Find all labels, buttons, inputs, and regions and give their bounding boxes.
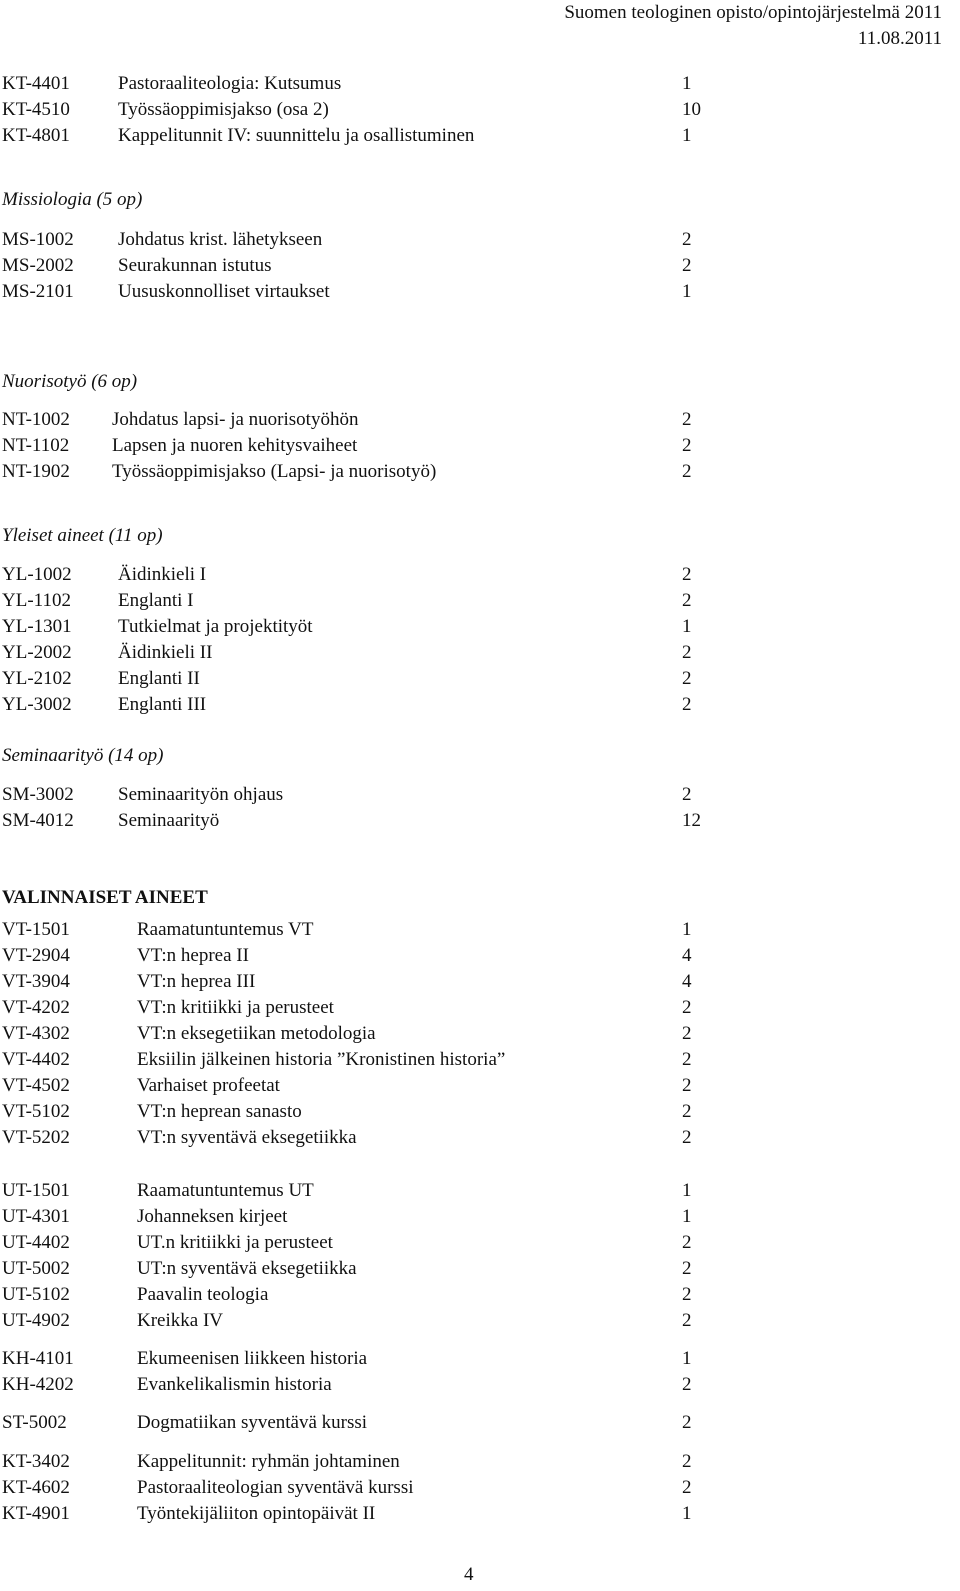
course-credits: 2 (682, 1477, 692, 1498)
course-credits: 2 (682, 1049, 692, 1070)
course-name: Ekumeenisen liikkeen historia (137, 1348, 368, 1369)
course-name: Äidinkieli I (118, 564, 207, 585)
course-credits: 2 (682, 1258, 692, 1279)
course-code: KH-4101 (2, 1348, 74, 1369)
page-header (564, 0, 942, 52)
header-date: 11.08.2011 (857, 28, 942, 49)
course-row (0, 1475, 720, 1501)
kh-list (0, 1346, 720, 1398)
course-row (0, 1308, 720, 1334)
course-credits: 2 (682, 784, 692, 805)
course-name: Seminaarityö (118, 810, 220, 831)
course-credits: 2 (682, 255, 692, 276)
course-row (0, 253, 720, 279)
course-code: KT-3402 (2, 1451, 70, 1472)
course-credits: 2 (682, 1451, 692, 1472)
header-institution: Suomen teologinen opisto/opintojärjestelmä 2011 (564, 2, 942, 23)
course-code: MS-2002 (2, 255, 74, 276)
course-code: KT-4901 (2, 1503, 70, 1524)
course-credits: 2 (682, 1374, 692, 1395)
course-name: Kappelitunnit IV: suunnittelu ja osallistuminen (118, 125, 475, 146)
course-code: SM-4012 (2, 810, 74, 831)
section-title-seminaarityo: Seminaarityö (14 op) (2, 745, 164, 766)
course-credits: 1 (682, 919, 692, 940)
course-code: MS-1002 (2, 229, 74, 250)
course-credits: 2 (682, 1310, 692, 1331)
course-name: Johdatus lapsi- ja nuorisotyöhön (112, 409, 359, 430)
course-row (0, 692, 720, 718)
course-row (0, 1047, 720, 1073)
nuorisotyo-list (0, 407, 720, 485)
course-credits: 2 (682, 1232, 692, 1253)
course-credits: 4 (682, 971, 692, 992)
course-name: Pastoraaliteologia: Kutsumus (118, 73, 342, 94)
course-row (0, 279, 720, 305)
course-code: NT-1902 (2, 461, 70, 482)
course-code: MS-2101 (2, 281, 74, 302)
course-name: Äidinkieli II (118, 642, 213, 663)
course-credits: 2 (682, 1023, 692, 1044)
course-name: UT.n kritiikki ja perusteet (137, 1232, 333, 1253)
course-credits: 1 (682, 1206, 692, 1227)
course-row (0, 1178, 720, 1204)
course-row (0, 407, 720, 433)
course-code: VT-1501 (2, 919, 70, 940)
course-name: VT:n eksegetiikan metodologia (137, 1023, 376, 1044)
course-row (0, 227, 720, 253)
course-name: VT:n kritiikki ja perusteet (137, 997, 334, 1018)
section-title-valinnaiset: VALINNAISET AINEET (2, 887, 208, 908)
course-code: NT-1102 (2, 435, 70, 456)
course-credits: 2 (682, 668, 692, 689)
course-code: UT-4301 (2, 1206, 70, 1227)
course-code: KT-4401 (2, 73, 70, 94)
course-row (0, 1204, 720, 1230)
course-credits: 2 (682, 229, 692, 250)
course-credits: 2 (682, 461, 692, 482)
course-credits: 2 (682, 1284, 692, 1305)
course-code: ST-5002 (2, 1412, 67, 1433)
course-code: YL-1102 (2, 590, 71, 611)
course-row (0, 1501, 720, 1527)
course-name: Työssäoppimisjakso (Lapsi- ja nuorisotyö) (112, 461, 437, 482)
course-row (0, 1099, 720, 1125)
section-title-missiologia: Missiologia (5 op) (2, 189, 143, 210)
course-name: Dogmatiikan syventävä kurssi (137, 1412, 368, 1433)
course-credits: 2 (682, 642, 692, 663)
course-code: VT-4402 (2, 1049, 70, 1070)
course-row (0, 614, 720, 640)
course-name: Raamatuntuntemus UT (137, 1180, 314, 1201)
course-name: Raamatuntuntemus VT (137, 919, 314, 940)
course-row (0, 1372, 720, 1398)
course-code: VT-2904 (2, 945, 70, 966)
course-row (0, 1256, 720, 1282)
course-name: VT:n heprea III (137, 971, 256, 992)
course-code: VT-4302 (2, 1023, 70, 1044)
course-credits: 1 (682, 73, 692, 94)
course-name: Englanti II (118, 668, 200, 689)
course-code: YL-2002 (2, 642, 72, 663)
kt-list (0, 1449, 720, 1527)
kt-top-list (0, 71, 720, 149)
course-name: Lapsen ja nuoren kehitysvaiheet (112, 435, 358, 456)
course-code: YL-1301 (2, 616, 72, 637)
course-row (0, 917, 720, 943)
course-code: VT-5202 (2, 1127, 70, 1148)
course-name: VT:n syventävä eksegetiikka (137, 1127, 357, 1148)
course-code: KT-4602 (2, 1477, 70, 1498)
course-code: UT-5002 (2, 1258, 70, 1279)
course-name: Työssäoppimisjakso (osa 2) (118, 99, 329, 120)
course-name: Pastoraaliteologian syventävä kurssi (137, 1477, 414, 1498)
course-name: Varhaiset profeetat (137, 1075, 280, 1096)
course-credits: 2 (682, 694, 692, 715)
course-row (0, 1021, 720, 1047)
course-code: KT-4510 (2, 99, 70, 120)
course-name: Kappelitunnit: ryhmän johtaminen (137, 1451, 400, 1472)
course-row (0, 588, 720, 614)
course-row (0, 1449, 720, 1475)
course-name: Tutkielmat ja projektityöt (118, 616, 313, 637)
course-row (0, 1410, 720, 1436)
course-row (0, 97, 720, 123)
section-title-yleiset: Yleiset aineet (11 op) (2, 525, 163, 546)
course-row (0, 808, 720, 834)
course-name: Seminaarityön ohjaus (118, 784, 284, 805)
course-name: Englanti I (118, 590, 194, 611)
course-credits: 10 (682, 99, 701, 120)
seminaarityo-list (0, 782, 720, 834)
course-code: VT-3904 (2, 971, 70, 992)
course-code: VT-4202 (2, 997, 70, 1018)
course-code: KT-4801 (2, 125, 70, 146)
course-credits: 1 (682, 125, 692, 146)
course-credits: 1 (682, 616, 692, 637)
course-row (0, 123, 720, 149)
course-code: VT-4502 (2, 1075, 70, 1096)
page-number: 4 (464, 1564, 474, 1585)
vt-list (0, 917, 720, 1151)
course-row (0, 666, 720, 692)
course-name: VT:n heprean sanasto (137, 1101, 302, 1122)
course-code: YL-2102 (2, 668, 72, 689)
course-name: Uususkonnolliset virtaukset (118, 281, 330, 302)
ut-list (0, 1178, 720, 1334)
course-name: UT:n syventävä eksegetiikka (137, 1258, 357, 1279)
course-credits: 2 (682, 997, 692, 1018)
course-credits: 12 (682, 810, 701, 831)
course-credits: 2 (682, 564, 692, 585)
course-credits: 2 (682, 409, 692, 430)
st-list (0, 1410, 720, 1436)
course-name: Evankelikalismin historia (137, 1374, 332, 1395)
course-row (0, 459, 720, 485)
section-title-nuorisotyo: Nuorisotyö (6 op) (2, 371, 138, 392)
course-code: UT-4902 (2, 1310, 70, 1331)
course-name: VT:n heprea II (137, 945, 249, 966)
course-row (0, 640, 720, 666)
course-credits: 1 (682, 281, 692, 302)
course-row (0, 1346, 720, 1372)
course-row (0, 71, 720, 97)
course-row (0, 562, 720, 588)
course-code: NT-1002 (2, 409, 70, 430)
course-row (0, 1230, 720, 1256)
course-credits: 1 (682, 1348, 692, 1369)
course-code: SM-3002 (2, 784, 74, 805)
course-name: Kreikka IV (137, 1310, 223, 1331)
course-row (0, 782, 720, 808)
course-name: Paavalin teologia (137, 1284, 269, 1305)
course-credits: 2 (682, 435, 692, 456)
course-name: Johdatus krist. lähetykseen (118, 229, 323, 250)
course-name: Johanneksen kirjeet (137, 1206, 288, 1227)
yleiset-list (0, 562, 720, 718)
course-name: Eksiilin jälkeinen historia ”Kronistinen historia” (137, 1049, 506, 1070)
course-code: UT-1501 (2, 1180, 70, 1201)
course-credits: 1 (682, 1503, 692, 1524)
course-row (0, 1073, 720, 1099)
course-credits: 2 (682, 1127, 692, 1148)
course-row (0, 943, 720, 969)
course-row (0, 995, 720, 1021)
missiologia-list (0, 227, 720, 305)
course-row (0, 1282, 720, 1308)
course-row (0, 969, 720, 995)
course-credits: 2 (682, 590, 692, 611)
course-credits: 4 (682, 945, 692, 966)
course-credits: 2 (682, 1075, 692, 1096)
course-row (0, 1125, 720, 1151)
course-name: Seurakunnan istutus (118, 255, 272, 276)
course-row (0, 433, 720, 459)
course-credits: 2 (682, 1412, 692, 1433)
course-code: UT-4402 (2, 1232, 70, 1253)
course-code: YL-3002 (2, 694, 72, 715)
course-credits: 1 (682, 1180, 692, 1201)
course-name: Työntekijäliiton opintopäivät II (137, 1503, 376, 1524)
course-credits: 2 (682, 1101, 692, 1122)
course-code: KH-4202 (2, 1374, 74, 1395)
course-code: UT-5102 (2, 1284, 70, 1305)
course-code: VT-5102 (2, 1101, 70, 1122)
course-name: Englanti III (118, 694, 207, 715)
course-code: YL-1002 (2, 564, 72, 585)
